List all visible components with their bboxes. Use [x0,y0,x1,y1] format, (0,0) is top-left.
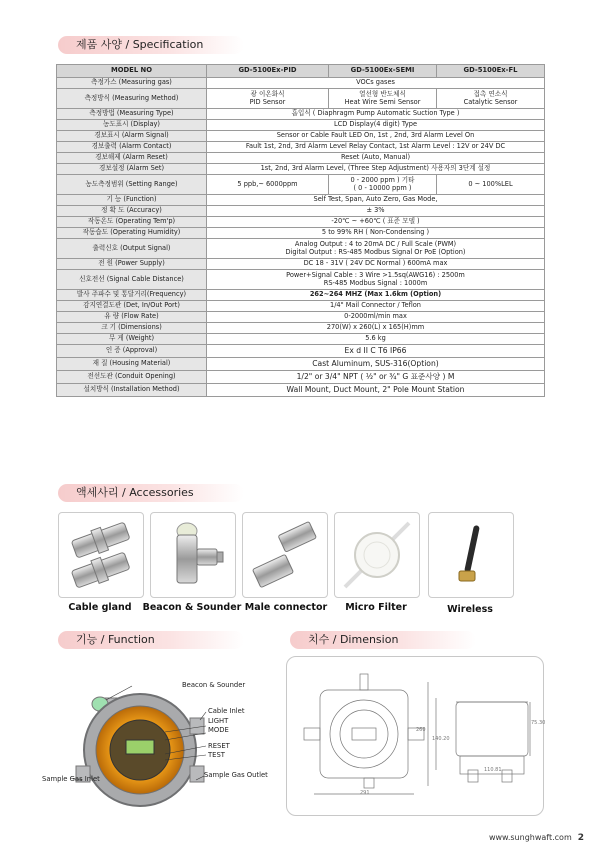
spec-row-label: 재 질 (Housing Material) [57,358,207,371]
dim-side-bottom: 110.81 [484,767,502,773]
accessory-label-male-connector: Male connector [244,602,328,613]
spec-row-label: 정 확 도 (Accuracy) [57,206,207,217]
page-number: 2 [577,833,584,843]
spec-header-cell: GD-5100Ex-SEMI [329,65,437,78]
spec-row [57,228,545,239]
spec-row-value [437,89,545,109]
spec-row [57,323,545,334]
dim-side-top: 75.30 [531,720,546,726]
spec-value-line: Analog Output : 4 to 20mA DC / Full Scale (PWM) [294,239,457,248]
accessory-label-cable-gland: Cable gland [68,602,132,613]
spec-row-value: Sensor or Cable Fault LED On, 1st , 2nd, 3rd Alarm Level On [207,131,545,142]
label-test: TEST [208,751,225,759]
spec-row-value: 1st, 2nd, 3rd Alarm Level, (Three Step Adjustment) 사용자의 3단계 설정 [207,164,545,175]
spec-row [57,270,545,290]
spec-value-line: Digital Output : RS-485 Modbus Signal Or PoE (Option) [285,247,466,256]
spec-row [57,259,545,270]
spec-row-label: 측정가스 (Measuring gas) [57,78,207,89]
spec-row [57,358,545,371]
spec-value-line: 열선형 반도체식 [359,89,406,98]
spec-row-label: 기 능 (Function) [57,195,207,206]
spec-row [57,142,545,153]
spec-row [57,312,545,323]
label-mode: MODE [208,726,229,734]
spec-row [57,239,545,259]
accessory-label-wireless: Wireless [447,604,493,615]
spec-row-value: Fault 1st, 2nd, 3rd Alarm Level Relay Contact, 1st Alarm Level : 12V or 24V DC [207,142,545,153]
spec-row-value: 1/4" Mail Connector / Teflon [207,301,545,312]
spec-row-label: 농도표시 (Display) [57,120,207,131]
spec-row [57,78,545,89]
accessory-label-beacon-sounder: Beacon & Sounder [142,602,242,613]
micro-filter-image [334,512,420,598]
accessory-label-micro-filter: Micro Filter [345,602,407,613]
spec-row-label: 경보설정 (Alarm Set) [57,164,207,175]
spec-row-value: DC 18 - 31V ( 24V DC Normal ) 600mA max [207,259,545,270]
spec-row [57,153,545,164]
spec-value-line: PID Sensor [249,97,286,106]
spec-row [57,89,545,109]
spec-row-value: Reset (Auto, Manual) [207,153,545,164]
spec-value-line: 접촉 연소식 [473,89,508,98]
spec-row-value: -20℃ ~ +60℃ ( 표준 모델 ) [207,217,545,228]
spec-row-value: Cast Aluminum, SUS-316(Option) [207,358,545,371]
spec-row-label: 감지연결도관 (Det, In/Out Port) [57,301,207,312]
spec-row-label: 측정방법 (Measuring Type) [57,109,207,120]
spec-row-value [207,270,545,290]
spec-row-value: 1/2" or 3/4" NPT ( ½" or ¾" G 표준사양 ) M [207,371,545,384]
spec-row-label: 크 기 (Dimensions) [57,323,207,334]
label-light: LIGHT [208,717,229,725]
spec-value-line: 5 ppb,~ 6000ppm [237,179,298,188]
label-beacon-sounder: Beacon & Sounder [182,681,246,689]
spec-row-label: 측정방식 (Measuring Method) [57,89,207,109]
dim-width: 291 [360,790,370,796]
spec-row [57,131,545,142]
spec-row-value: 270(W) x 260(L) x 165(H)mm [207,323,545,334]
spec-value-line: 0 - 2000 ppm ) 기타 [350,175,415,184]
spec-row [57,217,545,228]
spec-row [57,371,545,384]
spec-row [57,384,545,397]
spec-row [57,120,545,131]
spec-row-value [329,89,437,109]
spec-header-cell: GD-5100Ex-PID [207,65,329,78]
wireless-antenna-image [428,512,514,598]
spec-row [57,195,545,206]
dimension-section-title: 치수 / Dimension [290,631,476,649]
dimension-drawing [290,662,540,812]
spec-row [57,164,545,175]
spec-row-label: 경보해제 (Alarm Reset) [57,153,207,164]
spec-row-label: 작동온도 (Operating Tem'p) [57,217,207,228]
spec-row [57,301,545,312]
spec-value-line: Power+Signal Cable : 3 Wire >1.5sq(AWG16) : 2500m [286,270,465,279]
cable-gland-image [58,512,144,598]
spec-row-value: Ex d II C T6 IP66 [207,345,545,358]
accessories-section-title: 액세사리 / Accessories [58,484,244,502]
label-reset: RESET [208,742,230,750]
spec-row-label: 출력신호 (Output Signal) [57,239,207,259]
dim-height-total: 260 [416,727,426,733]
label-sample-gas-outlet: Sample Gas Outlet [204,771,268,779]
spec-header-cell: GD-5100Ex-FL [437,65,545,78]
spec-row-label: 무 게 (Weight) [57,334,207,345]
spec-row-label: 발사 주파수 및 통달거리(Frequency) [57,290,207,301]
spec-row-value: 0-2000ml/min max [207,312,545,323]
footer [489,833,584,843]
spec-row [57,334,545,345]
spec-value-line: ( 0 - 10000 ppm ) [353,183,412,192]
spec-row-value: 5 to 99% RH ( Non-Condensing ) [207,228,545,239]
dim-height-inner: 140.20 [432,736,450,742]
spec-row-label: 인 증 (Approval) [57,345,207,358]
spec-row-label: 신호전선 (Signal Cable Distance) [57,270,207,290]
spec-header-cell: MODEL NO [57,65,207,78]
label-sample-gas-inlet: Sample Gas Inlet [42,775,100,783]
beacon-sounder-image [150,512,236,598]
spec-row [57,345,545,358]
spec-row [57,175,545,195]
spec-row-value: 5.6 kg [207,334,545,345]
spec-row-label: 경보표시 (Alarm Signal) [57,131,207,142]
spec-row [57,109,545,120]
spec-row [57,290,545,301]
spec-row-label: 경보출력 (Alarm Contact) [57,142,207,153]
spec-row-label: 전 원 (Power Supply) [57,259,207,270]
spec-row-value: Self Test, Span, Auto Zero, Gas Mode, [207,195,545,206]
label-cable-inlet: Cable Inlet [208,707,245,715]
spec-row-value: 262~264 MHZ (Max 1.6km (Option) [207,290,545,301]
spec-value-line: 0 ~ 100%LEL [468,179,513,188]
spec-row-label: 작동습도 (Operating Humidity) [57,228,207,239]
spec-row-value [329,175,437,195]
specification-table [56,64,545,397]
spec-row-value [207,239,545,259]
spec-value-line: Heat Wire Semi Sensor [344,97,421,106]
spec-value-line: 광 이온화식 [250,89,285,98]
function-section-title: 기능 / Function [58,631,244,649]
spec-value-line: Catalytic Sensor [463,97,518,106]
spec-row-value [437,175,545,195]
spec-row-value: ± 3% [207,206,545,217]
spec-row-value: Wall Mount, Duct Mount, 2" Pole Mount Station [207,384,545,397]
spec-row-label: 전선도관 (Conduit Opening) [57,371,207,384]
spec-row-value [207,89,329,109]
spec-value-line: RS-485 Modbus Signal : 1000m [323,278,428,287]
spec-section-title: 제품 사양 / Specification [58,36,244,54]
male-connector-image [242,512,328,598]
spec-row-label: 농도측정범위 (Setting Range) [57,175,207,195]
spec-row-label: 설치방식 (Installation Method) [57,384,207,397]
spec-row-value: 흡입식 ( Diaphragm Pump Automatic Suction Type ) [207,109,545,120]
spec-row-value [207,175,329,195]
spec-row-value: LCD Display(4 digit) Type [207,120,545,131]
spec-row [57,206,545,217]
footer-url[interactable]: www.sunghwaft.com [488,833,572,842]
spec-row-label: 유 량 (Flow Rate) [57,312,207,323]
spec-row-value: VOCs gases [207,78,545,89]
